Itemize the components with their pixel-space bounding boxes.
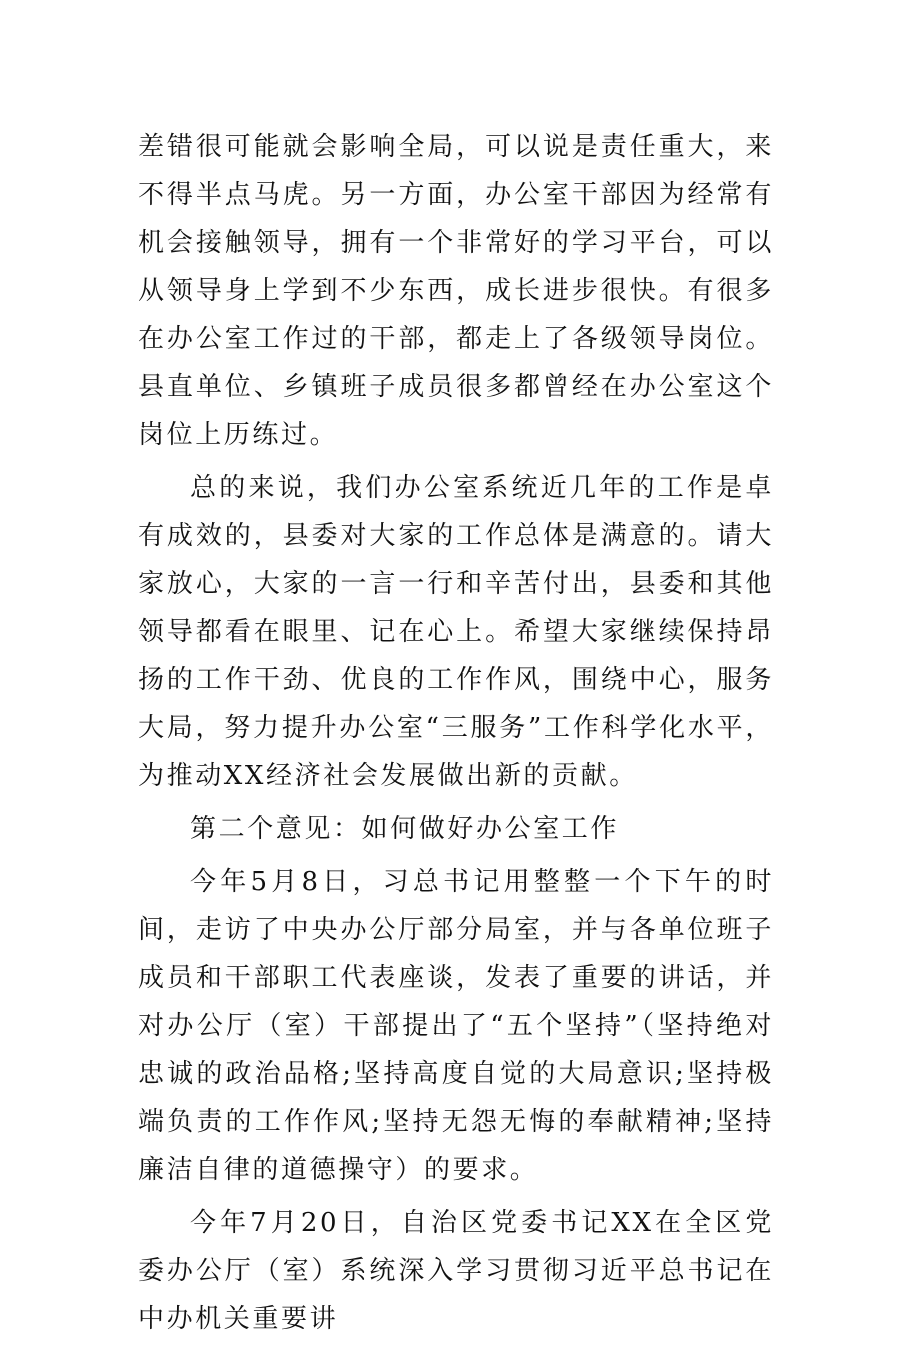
document-body: [138, 123, 774, 1348]
paragraph-4: 今年7月20日，自治区党委书记XX在全区党委办公厅（室）系统深入学习贯彻习近平总书记在中办机关重要讲: [138, 1208, 774, 1334]
paragraph-3: 今年5月8日，习总书记用整整一个下午的时间，走访了中央办公厅部分局室，并与各单位班子成员和干部职工代表座谈，发表了重要的讲话，并对办公厅（室）干部提出了“五个坚持”（坚持绝对忠诚的政治品格;坚持高度自觉的大局意识;坚持极端负责的工作作风;坚持无怨无悔的奉献精神;坚持廉洁自律的道德操守）的要求。: [138, 867, 774, 1185]
paragraph-2: 总的来说，我们办公室系统近几年的工作是卓有成效的，县委对大家的工作总体是满意的。请大家放心，大家的一言一行和辛苦付出，县委和其他领导都看在眼里、记在心上。希望大家继续保持昂扬的工作干劲、优良的工作作风，围绕中心，服务大局，努力提升办公室“三服务”工作科学化水平，为推动XX经济社会发展做出新的贡献。: [138, 473, 774, 791]
paragraph-1: 差错很可能就会影响全局，可以说是责任重大，来不得半点马虎。另一方面，办公室干部因为经常有机会接触领导，拥有一个非常好的学习平台，可以从领导身上学到不少东西，成长进步很快。有很多在办公室工作过的干部，都走上了各级领导岗位。县直单位、乡镇班子成员很多都曾经在办公室这个岗位上历练过。: [138, 132, 774, 450]
section-heading: 第二个意见：如何做好办公室工作: [190, 814, 620, 844]
